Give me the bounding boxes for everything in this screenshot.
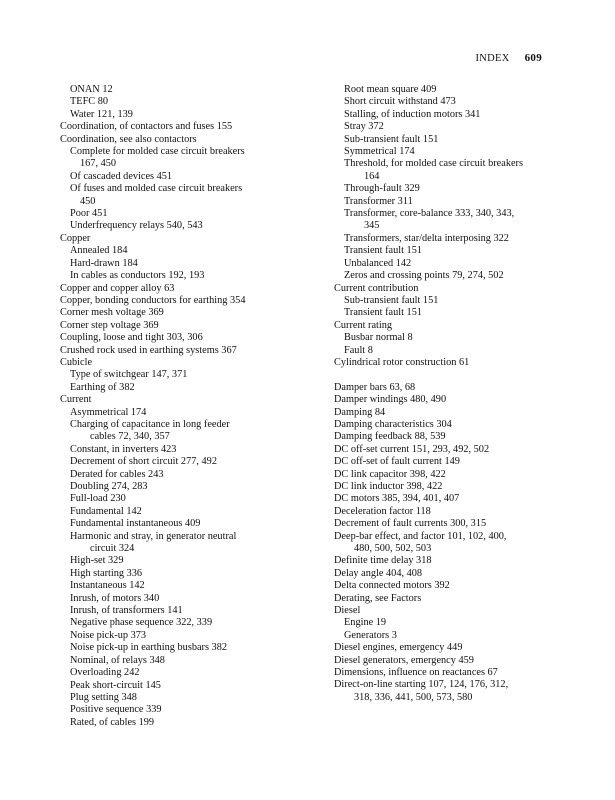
- index-subentry: Noise pick-up 373: [70, 629, 147, 641]
- index-subentry: Water 121, 139: [70, 108, 133, 120]
- index-subentry: Transient fault 151: [344, 245, 422, 257]
- index-entry: Decrement of fault currents 300, 315: [334, 518, 487, 530]
- index-entry: Damper windings 480, 490: [334, 394, 447, 406]
- index-subentry: Plug setting 348: [70, 691, 137, 703]
- index-subentry: Transformer, core-balance 333, 340, 343,: [344, 208, 515, 220]
- index-entry: Crushed rock used in earthing systems 367: [60, 344, 237, 356]
- index-subentry: High-set 329: [70, 555, 124, 567]
- index-subentry: Through-fault 329: [344, 183, 420, 195]
- index-subentry: Threshold, for molded case circuit breakers: [344, 158, 523, 170]
- index-subentry: Fundamental 142: [70, 505, 142, 517]
- index-subentry: 167, 450: [80, 158, 117, 170]
- index-entry: Deep-bar effect, and factor 101, 102, 400,: [334, 530, 507, 542]
- index-subentry: Sub-transient fault 151: [344, 294, 439, 306]
- index-entry: Cylindrical rotor construction 61: [334, 356, 470, 368]
- index-subentry: TEFC 80: [70, 96, 109, 108]
- index-entry: Corner step voltage 369: [60, 319, 159, 331]
- index-subentry: Transient fault 151: [344, 307, 422, 319]
- index-entry: Coordination, of contactors and fuses 155: [60, 121, 233, 133]
- index-subentry: Transformers, star/delta interposing 322: [344, 232, 509, 244]
- index-subentry: Full-load 230: [70, 493, 126, 505]
- index-subentry: cables 72, 340, 357: [90, 431, 170, 443]
- index-subentry: Positive sequence 339: [70, 704, 162, 716]
- index-subentry: High starting 336: [70, 567, 143, 579]
- index-subentry: Negative phase sequence 322, 339: [70, 617, 213, 629]
- page-header: [475, 52, 542, 64]
- index-subentry: Stray 372: [344, 121, 384, 133]
- page-number: 609: [524, 52, 542, 64]
- index-entry: DC motors 385, 394, 401, 407: [334, 493, 460, 505]
- index-subentry: Nominal, of relays 348: [70, 654, 165, 666]
- index-entry: Current contribution: [334, 282, 419, 294]
- index-subentry: Earthing of 382: [70, 381, 135, 393]
- index-entry: Diesel generators, emergency 459: [334, 654, 474, 666]
- index-subentry: Constant, in inverters 423: [70, 443, 177, 455]
- index-entry: Dimensions, influence on reactances 67: [334, 667, 498, 679]
- index-subentry: Inrush, of motors 340: [70, 592, 160, 604]
- index-subentry: 345: [364, 220, 380, 232]
- index-entry: Deceleration factor 118: [334, 505, 431, 517]
- index-entry: Delay angle 404, 408: [334, 567, 423, 579]
- index-entry: Current rating: [334, 319, 393, 331]
- index-entry: Delta connected motors 392: [334, 580, 450, 592]
- index-subentry: Complete for molded case circuit breakers: [70, 146, 245, 158]
- index-entry: Copper, bonding conductors for earthing 354: [60, 294, 246, 306]
- index-subentry: 164: [364, 170, 380, 182]
- index-subentry: Inrush, of transformers 141: [70, 605, 183, 617]
- index-subentry: Harmonic and stray, in generator neutral: [70, 530, 237, 542]
- index-subentry: Short circuit withstand 473: [344, 96, 456, 108]
- index-entry: Copper: [60, 232, 91, 244]
- index-subentry: Instantaneous 142: [70, 580, 145, 592]
- running-head: INDEX: [475, 53, 510, 64]
- index-entry: Diesel engines, emergency 449: [334, 642, 463, 654]
- index-subentry: Type of switchgear 147, 371: [70, 369, 188, 381]
- index-subentry: Of fuses and molded case circuit breakers: [70, 183, 243, 195]
- section-gap: [334, 369, 556, 381]
- index-subentry: Underfrequency relays 540, 543: [70, 220, 203, 232]
- index-entry: DC link inductor 398, 422: [334, 480, 443, 492]
- index-subentry: Transformer 311: [344, 195, 413, 207]
- index-subentry: Sub-transient fault 151: [344, 133, 439, 145]
- index-entry: Corner mesh voltage 369: [60, 307, 164, 319]
- index-subentry: 480, 500, 502, 503: [354, 543, 432, 555]
- index-entry: Direct-on-line starting 107, 124, 176, 312,: [334, 679, 509, 691]
- index-entry: Damping characteristics 304: [334, 418, 452, 430]
- index-subentry: Doubling 274, 283: [70, 481, 148, 492]
- index-subentry: Peak short-circuit 145: [70, 679, 161, 691]
- index-subentry: In cables as conductors 192, 193: [70, 270, 205, 282]
- index-subentry: Engine 19: [344, 617, 387, 629]
- index-subentry: 318, 336, 441, 500, 573, 580: [354, 691, 473, 703]
- index-subentry: Overloading 242: [70, 667, 140, 679]
- index-entry: Coupling, loose and tight 303, 306: [60, 332, 203, 344]
- index-subentry: Decrement of short circuit 277, 492: [70, 456, 217, 468]
- index-subentry: Derated for cables 243: [70, 468, 164, 480]
- index-entry: Current: [60, 394, 92, 406]
- index-subentry: Fundamental instantaneous 409: [70, 518, 201, 530]
- index-subentry: 450: [80, 195, 96, 207]
- index-entry: Diesel: [334, 605, 361, 617]
- index-entry: Definite time delay 318: [334, 555, 432, 567]
- index-entry: Damping feedback 88, 539: [334, 431, 446, 443]
- index-subentry: Asymmetrical 174: [70, 406, 147, 418]
- index-subentry: Annealed 184: [70, 245, 128, 257]
- index-entry: Copper and copper alloy 63: [60, 282, 175, 294]
- index-entry: DC link capacitor 398, 422: [334, 468, 446, 480]
- index-entry: Damping 84: [334, 406, 386, 418]
- index-subentry: Hard-drawn 184: [70, 257, 138, 269]
- index-subentry: circuit 324: [90, 543, 135, 555]
- index-entry: Coordination, see also contactors: [60, 133, 197, 145]
- index-entry: DC off-set current 151, 293, 492, 502: [334, 443, 490, 455]
- index-subentry: Poor 451: [70, 208, 108, 220]
- index-subentry: Root mean square 409: [344, 84, 437, 95]
- index-column-left: [60, 84, 300, 729]
- index-subentry: Busbar normal 8: [344, 332, 413, 344]
- index-entry: Cubicle: [60, 356, 93, 368]
- index-subentry: Generators 3: [344, 629, 397, 641]
- index-entry: Derating, see Factors: [334, 592, 422, 604]
- index-subentry: Zeros and crossing points 79, 274, 502: [344, 270, 504, 282]
- index-subentry: Rated, of cables 199: [70, 716, 155, 728]
- index-subentry: Noise pick-up in earthing busbars 382: [70, 642, 227, 654]
- index-subentry: Fault 8: [344, 344, 373, 356]
- index-entry: Damper bars 63, 68: [334, 381, 416, 393]
- index-subentry: Of cascaded devices 451: [70, 170, 173, 182]
- index-subentry: Charging of capacitance in long feeder: [70, 418, 230, 430]
- index-subentry: Symmetrical 174: [344, 146, 415, 158]
- index-subentry: Unbalanced 142: [344, 257, 412, 269]
- index-subentry: ONAN 12: [70, 84, 113, 95]
- index-entry: DC off-set of fault current 149: [334, 456, 460, 468]
- index-subentry: Stalling, of induction motors 341: [344, 108, 481, 120]
- index-column-right: [334, 84, 556, 704]
